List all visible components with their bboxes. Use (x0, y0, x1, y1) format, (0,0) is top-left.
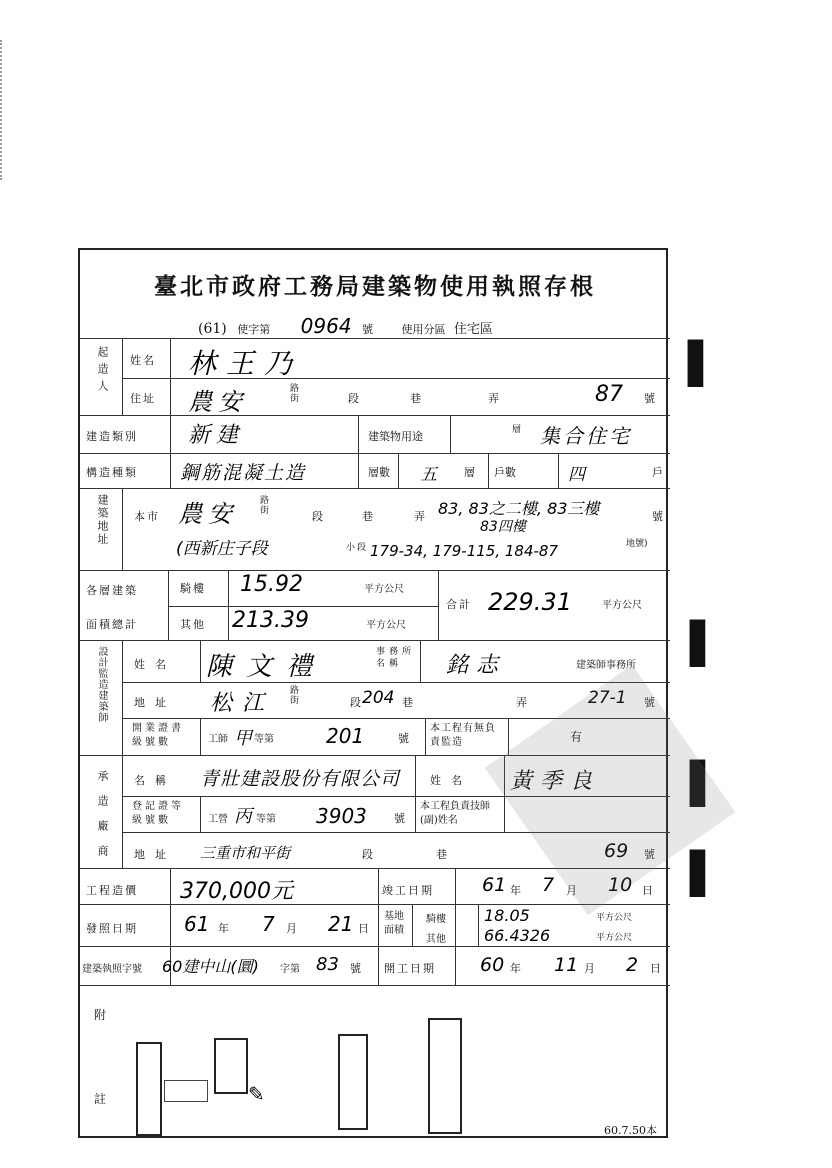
done-year-unit: 年 (510, 884, 523, 897)
area-other-unit: 平方公尺 (366, 620, 406, 631)
issue-label: 發照日期 (86, 922, 138, 935)
zone-value: 住宅區 (453, 322, 493, 337)
area-total-label: 合計 (446, 598, 472, 611)
start-day: 2 (626, 954, 639, 976)
contractor-reg-hao: 號 (394, 812, 407, 825)
done-month-unit: 月 (566, 884, 579, 897)
start-month-unit: 月 (584, 962, 597, 975)
owner-addr-hao: 號 (644, 392, 657, 405)
permit-zi: 字第 (280, 964, 300, 975)
architect-addr-duan: 段 (350, 696, 363, 709)
area-total-value: 229.31 (488, 588, 572, 616)
architect-addr-num: 27-1 (588, 688, 627, 708)
architect-license-hao: 號 (398, 732, 411, 745)
site-xiang: 巷 (362, 510, 375, 523)
owner-addr-road: 路街 (290, 384, 302, 404)
architect-license-label: 開業證書級號數 (132, 723, 184, 748)
area-other-value: 213.39 (232, 608, 309, 633)
site-hao: 號 (652, 510, 665, 523)
header-shi-zi: 使字第 (237, 323, 271, 336)
done-day-unit: 日 (642, 884, 655, 897)
done-day: 10 (608, 874, 633, 896)
base-other-value: 66.4326 (484, 926, 551, 945)
contractor-name-label: 名稱 (134, 774, 176, 787)
bleed-char-2: ▌ (690, 620, 721, 667)
base-label: 基地面積 (384, 911, 404, 936)
done-month: 7 (542, 874, 555, 896)
area-ground-unit: 平方公尺 (364, 584, 404, 595)
issue-month: 7 (262, 912, 275, 936)
contractor-addr-duan: 段 (362, 848, 375, 861)
architect-name-value: 陳文禮 (206, 652, 327, 682)
permit-num: 83 (316, 954, 339, 975)
architect-name-label: 姓名 (134, 658, 176, 671)
start-year: 60 (480, 954, 505, 976)
site-label: 建築地址 (96, 494, 109, 546)
architect-addr-road: 路街 (290, 686, 302, 706)
owner-addr-xiang: 巷 (410, 392, 423, 405)
architect-addr-label: 地址 (134, 696, 176, 709)
contractor-addr-num: 69 (604, 840, 629, 862)
start-year-unit: 年 (510, 962, 523, 975)
contractor-group-label: 承造廠商 (96, 770, 109, 870)
seal-box-2 (214, 1038, 248, 1094)
bleed-char-4: ▌ (690, 850, 721, 897)
done-label: 竣工日期 (382, 884, 434, 897)
permit-form (78, 248, 668, 1138)
contractor-name-value: 青壯建設股份有限公司 (200, 768, 401, 790)
remarks-label-1: 附 (94, 1008, 109, 1022)
architect-supervise-label: 本工程有無負責監造 (430, 723, 496, 748)
owner-addr-num: 87 (595, 382, 623, 407)
contractor-addr-label: 地址 (134, 848, 176, 861)
zone-label: 使用分區 (401, 323, 446, 336)
owner-addr-value: 農安 (188, 388, 248, 416)
contractor-person-label: 姓名 (430, 774, 472, 787)
header-year: (61) (198, 321, 227, 337)
owner-group-label: 起造人 (96, 346, 109, 397)
area-label-1: 各層建築 (86, 584, 138, 597)
architect-license-prefix: 工師 (208, 734, 228, 745)
owner-name-label: 姓名 (130, 354, 156, 367)
architect-office-value: 銘志 (446, 653, 507, 678)
units-label: 戶數 (494, 466, 516, 479)
permit-value: 60建中山(圜) (162, 957, 259, 976)
base-ground-value: 18.05 (484, 906, 530, 925)
site-road-unit: 路街 (260, 496, 272, 516)
contractor-addr-value: 三重市和平街 (200, 844, 291, 862)
site-nums2: 83四樓 (480, 519, 526, 535)
area-ground-label: 騎樓 (180, 582, 206, 595)
architect-license-grade: 甲 (234, 728, 252, 749)
small-seal (164, 1080, 208, 1102)
contractor-reg-label: 登記證等級號數 (132, 801, 184, 826)
site-lots: 179-34, 179-115, 184-87 (370, 542, 559, 560)
issue-day-unit: 日 (358, 922, 371, 935)
permit-label: 建築執照字號 (82, 964, 142, 975)
done-year: 61 (482, 874, 507, 896)
architect-license-mid: 等第 (254, 734, 274, 745)
contractor-reg-mid: 等第 (256, 814, 276, 825)
remarks-label-2: 註 (94, 1092, 109, 1106)
contractor-reg-num: 3903 (316, 804, 367, 828)
units-value: 四 (568, 465, 585, 485)
bleed-char-1: ▌ (688, 340, 719, 387)
signature-mark: ✎ (248, 1082, 265, 1106)
bleed-char-3: ▌ (690, 760, 721, 807)
base-ground-label: 騎樓 (426, 914, 446, 925)
scan-edge (0, 40, 12, 180)
area-ground-value: 15.92 (240, 572, 303, 597)
site-subsection: 小段 (346, 543, 369, 553)
floors-value: 五 (420, 465, 437, 485)
architect-addr-hao: 號 (644, 696, 657, 709)
site-nums: 83, 83之二樓, 83三樓 (438, 499, 600, 518)
header-hao: 號 (362, 323, 374, 336)
category-label: 建造類別 (86, 430, 138, 443)
area-other-label: 其他 (180, 618, 206, 631)
architect-license-num: 201 (326, 724, 365, 748)
use-value: 集合住宅 (540, 424, 632, 448)
issue-year: 61 (184, 912, 210, 936)
contractor-addr-xiang: 巷 (436, 848, 449, 861)
start-label: 開工日期 (384, 962, 436, 975)
owner-addr-long: 弄 (488, 392, 501, 405)
site-duan: 段 (312, 510, 325, 523)
architect-group-label: 設計監造建築師 (96, 646, 107, 723)
site-section: (西新庄子段 (176, 539, 268, 559)
units-unit: 戶 (652, 466, 665, 479)
structure-label: 構造種類 (86, 466, 138, 479)
base-ground-unit: 平方公尺 (596, 913, 633, 923)
issue-year-unit: 年 (218, 922, 231, 935)
area-label-2: 面積總計 (86, 618, 138, 631)
print-code: 60.7.50本 (604, 1124, 657, 1137)
owner-addr-label: 住址 (130, 392, 156, 405)
floors-unit: 層 (464, 466, 477, 479)
cost-value: 370,000元 (180, 879, 293, 904)
architect-office-label: 事務所名稱 (376, 647, 416, 669)
area-total-unit: 平方公尺 (602, 600, 642, 611)
architect-addr-xiang: 巷 (402, 696, 415, 709)
start-month: 11 (554, 954, 579, 976)
site-road: 農安 (178, 500, 238, 528)
site-long: 弄 (414, 510, 427, 523)
category-value: 新建 (188, 423, 245, 448)
start-day-unit: 日 (650, 962, 663, 975)
architect-addr-xiang-num: 204 (362, 688, 395, 708)
contractor-reg-prefix: 工營 (208, 814, 228, 825)
structure-value: 鋼筋混凝土造 (180, 462, 307, 484)
issue-day: 21 (328, 912, 354, 936)
architect-addr-value: 松江 (210, 691, 275, 716)
permit-number: 0964 (300, 314, 352, 338)
header-line (198, 314, 493, 338)
contractor-reg-grade: 丙 (234, 806, 252, 827)
form-title: 臺北市政府工務局建築物使用執照存根 (154, 273, 596, 300)
floors-label: 層數 (368, 466, 390, 479)
use-label: 建築物用途 (368, 430, 423, 443)
architect-supervise-value: 有 (570, 730, 585, 744)
site-lot-label: 地號) (626, 539, 648, 549)
issue-month-unit: 月 (286, 922, 299, 935)
seal-box-4 (428, 1018, 462, 1134)
architect-addr-long: 弄 (516, 696, 529, 709)
cost-label: 工程造價 (86, 884, 138, 897)
architect-office-suffix: 建築師事務所 (576, 660, 636, 671)
permit-hao: 號 (350, 962, 363, 975)
contractor-addr-hao: 號 (644, 848, 657, 861)
base-other-label: 其他 (426, 934, 446, 945)
use-floors: 層 (512, 425, 524, 435)
owner-addr-duan: 段 (348, 392, 361, 405)
site-city: 本市 (134, 510, 160, 523)
base-other-unit: 平方公尺 (596, 933, 633, 943)
contractor-tech-label: 本工程負責技師(副)姓名 (420, 801, 490, 826)
contractor-person-value: 黃季良 (510, 769, 601, 794)
seal-box-1 (136, 1042, 162, 1136)
seal-box-3 (338, 1034, 368, 1130)
owner-name-value: 林王乃 (188, 347, 303, 380)
